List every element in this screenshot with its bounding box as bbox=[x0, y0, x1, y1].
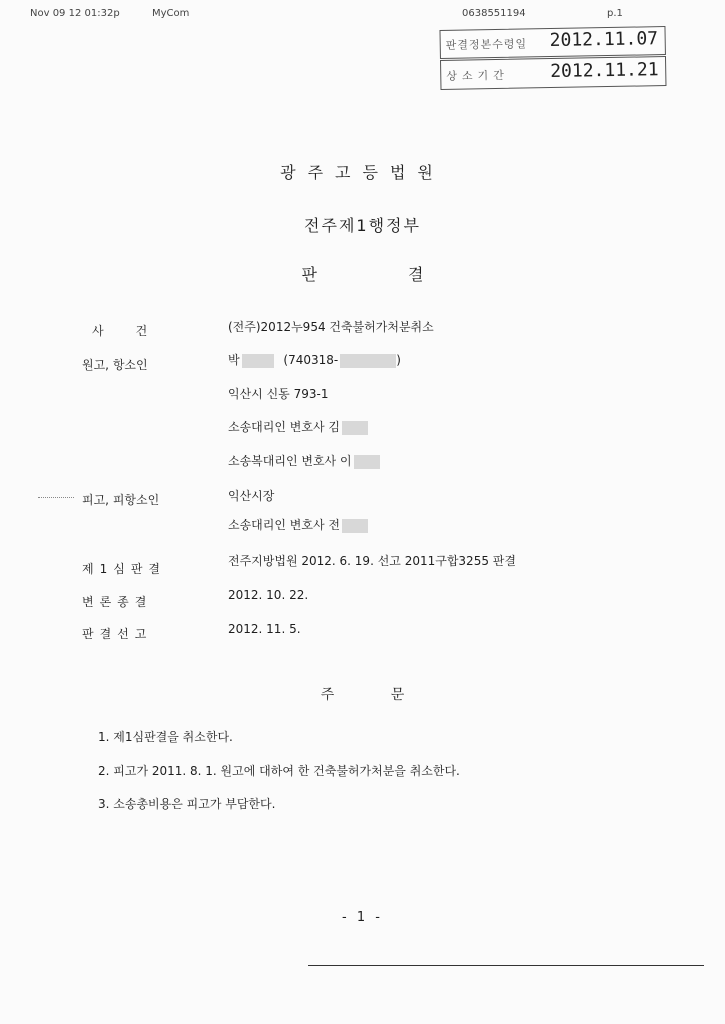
plaintiff-attorney: 소송대리인 변호사 김 bbox=[228, 420, 340, 434]
stamp-appeal-label: 상소기간 bbox=[446, 68, 509, 83]
plaintiff-attorney-line bbox=[228, 418, 368, 435]
plaintiff-sub-attorney-line bbox=[228, 452, 380, 469]
first-instance-value: 전주지방법원 2012. 6. 19. 선고 2011구합3255 판결 bbox=[228, 554, 516, 568]
order-item-1: 1. 제1심판결을 취소한다. bbox=[98, 730, 233, 744]
court-name: 광주고등법원 bbox=[280, 163, 445, 182]
order-title: 주 문 bbox=[320, 687, 405, 703]
plaintiff-address: 익산시 신동 793-1 bbox=[228, 387, 329, 401]
plaintiff-label: 원고, 항소인 bbox=[82, 358, 148, 372]
fax-datetime: Nov 09 12 01:32p bbox=[30, 8, 120, 19]
plaintiff-name: 박 bbox=[228, 353, 240, 367]
division-name: 전주제1행정부 bbox=[304, 216, 421, 235]
margin-mark bbox=[38, 497, 74, 498]
fax-source: MyCom bbox=[152, 8, 190, 19]
footer-rule bbox=[308, 965, 704, 966]
case-label: 사건 bbox=[92, 324, 180, 338]
defendant-name: 익산시장 bbox=[228, 489, 275, 503]
stamp-received-date: 2012.11.07 bbox=[549, 28, 659, 52]
plaintiff-sub-attorney: 소송복대리인 변호사 이 bbox=[228, 454, 352, 468]
redaction-block bbox=[342, 421, 368, 435]
first-instance-label: 제1심판결 bbox=[82, 562, 167, 576]
case-value: (전주)2012누954 건축불허가처분취소 bbox=[228, 320, 434, 334]
redaction-block bbox=[340, 354, 396, 368]
plaintiff-id: (740318- bbox=[283, 353, 339, 367]
defendant-attorney-line bbox=[228, 516, 368, 533]
redaction-block bbox=[242, 354, 274, 368]
fax-page: p.1 bbox=[607, 8, 623, 19]
plaintiff-id-close: ) bbox=[396, 353, 401, 367]
defendant-label: 피고, 피항소인 bbox=[82, 493, 160, 507]
fax-number: 0638551194 bbox=[462, 8, 526, 19]
stamp-received-label: 판결정본수령일 bbox=[445, 37, 528, 52]
hearing-closed-value: 2012. 10. 22. bbox=[228, 588, 309, 602]
page-number: - 1 - bbox=[342, 910, 383, 925]
redaction-block bbox=[354, 455, 380, 469]
plaintiff-line bbox=[228, 351, 401, 368]
receipt-stamp bbox=[439, 26, 666, 92]
judgment-date-value: 2012. 11. 5. bbox=[228, 622, 301, 636]
stamp-appeal-date: 2012.11.21 bbox=[550, 59, 659, 83]
redaction-block bbox=[342, 519, 368, 533]
order-item-2: 2. 피고가 2011. 8. 1. 원고에 대하여 한 건축불허가처분을 취소한다. bbox=[98, 764, 460, 778]
judgment-date-label: 판결선고 bbox=[82, 627, 153, 641]
order-item-3: 3. 소송총비용은 피고가 부담한다. bbox=[98, 797, 276, 811]
document-title: 판 결 bbox=[301, 265, 424, 284]
hearing-closed-label: 변론종결 bbox=[82, 595, 153, 609]
defendant-attorney: 소송대리인 변호사 전 bbox=[228, 518, 340, 532]
